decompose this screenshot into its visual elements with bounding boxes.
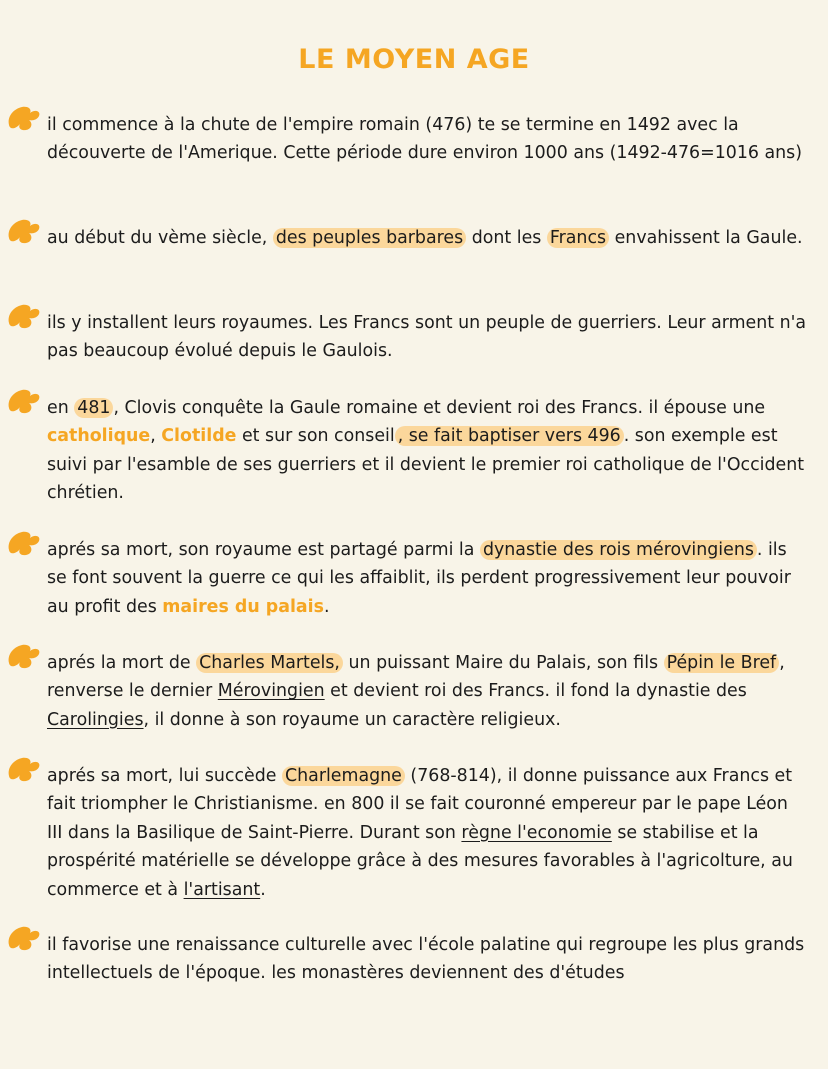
brush-bullet-icon [5,754,43,786]
highlight-charles-martels: Charles Martels, [196,653,343,673]
brush-bullet-icon [5,641,43,673]
underline-merovingien: Mérovingien [217,681,325,702]
brush-bullet-icon [5,386,43,418]
underline-regne: règne l'economie [461,822,612,843]
underline-artisant: l'artisant [183,879,261,900]
highlight-bapteme: , se fait baptiser vers 496 [395,426,624,446]
page-title: LE MOYEN AGE [298,44,530,75]
paragraph-7: aprés sa mort, lui succède Charlemagne (768-814), il donne puissance aux Francs et fait triompher le Christianisme. en 800 il se fait couronné empereur par le pape Léon III dans la Basilique de Saint-Pierre. Durant son règne l'economie se stabilise et la prospérité matérielle se développe grâce à des mesures favorables à l'agricolture, au commerce et à l'artisant. [47,762,807,904]
orange-text-maires: maires du palais [162,596,324,617]
brush-bullet-icon [5,216,43,248]
highlight-francs: Francs [547,228,609,248]
paragraph-4: en 481 , Clovis conquête la Gaule romaine et devient roi des Francs. il épouse une catholique, Clotilde et sur son conseil , se fait baptiser vers 496 . son exemple est suivi par l'esamble de ses guerriers et il devient le premier roi catholique de l'Occident chrétien. [47,394,807,508]
highlight-peuples-barbares: des peuples barbares [273,228,466,248]
underline-carolingies: Carolingies [47,709,144,730]
paragraph-8: il favorise une renaissance culturelle avec l'école palatine qui regroupe les plus grands intellectuels de l'époque. les monastères deviennent des d'études [47,931,807,988]
highlight-merovingiens: dynastie des rois mérovingiens [480,540,757,560]
paragraph-3: ils y installent leurs royaumes. Les Francs sont un peuple de guerriers. Leur arment n'a pas beaucoup évolué depuis le Gaulois. [47,309,807,366]
highlight-pepin: Pépin le Bref [664,653,780,673]
highlight-charlemagne: Charlemagne [282,766,405,786]
paragraph-1: il commence à la chute de l'empire romain (476) te se termine en 1492 avec la découverte de l'Amerique. Cette période dure environ 1000 ans (1492-476=1016 ans) [47,111,807,168]
paragraph-2: au début du vème siècle, des peuples barbares dont les Francs envahissent la Gaule. [47,224,807,252]
brush-bullet-icon [5,301,43,333]
orange-text-catholique: catholique [47,426,151,447]
paragraph-6: aprés la mort de Charles Martels, un puissant Maire du Palais, son fils Pépin le Bref , renverse le dernier Mérovingien et devient roi des Francs. il fond la dynastie des Carolingies, il donne à son royaume un caractère religieux. [47,649,807,734]
highlight-481: 481 [74,398,113,418]
brush-bullet-icon [5,528,43,560]
orange-text-clotilde: Clotilde [161,426,237,447]
paragraph-5: aprés sa mort, son royaume est partagé parmi la dynastie des rois mérovingiens . ils se font souvent la guerre ce qui les affaiblit, ils perdent progressivement leur pouvoir au profit des maires du palais. [47,536,807,621]
brush-bullet-icon [5,103,43,135]
brush-bullet-icon [5,923,43,955]
